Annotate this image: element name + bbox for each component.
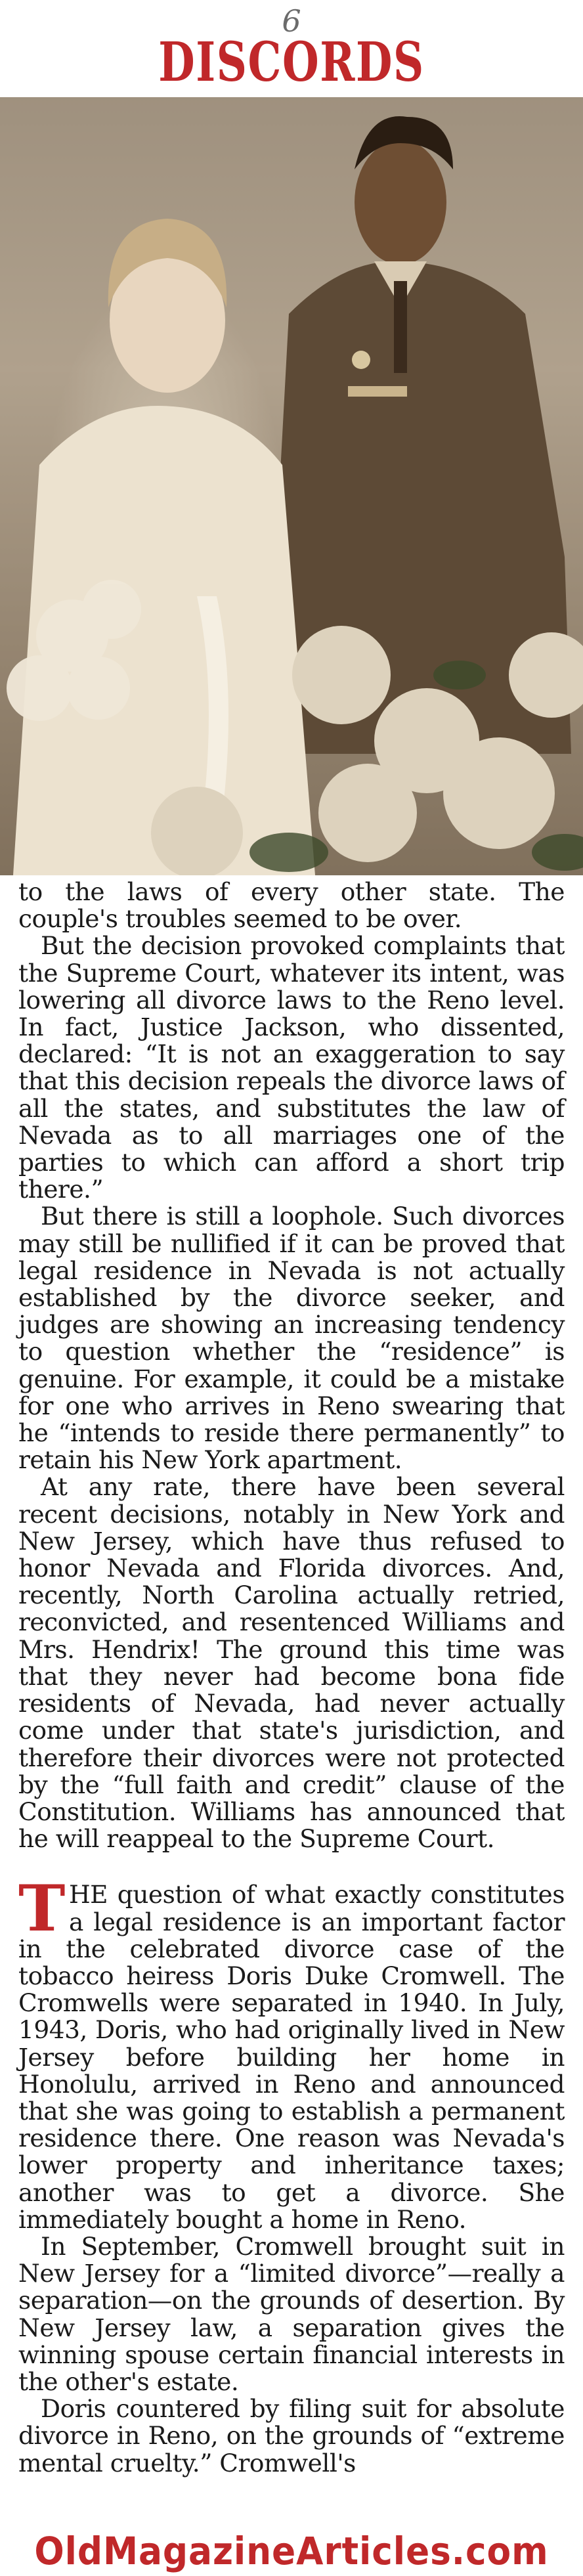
article-paragraph: But the decision provoked complaints that the Supreme Court, whatever its intent, was lowering all divorce laws to the Reno level. In fact, Justice Jackson, who dissented, declared: “It is not an exaggeration to say that this decision repeals the divorce laws of all the states, and substitutes the law of Nevada as to all marriages one of the parties to which can afford a short trip there.”	[18, 931, 565, 1204]
wedding-photo	[0, 97, 583, 875]
section-title: DISCORDS	[158, 31, 425, 94]
dropcap-letter: T	[18, 1871, 65, 1946]
article-paragraph: In September, Cromwell brought suit in New Jersey for a “limited divorce”—really a separation—on the grounds of desertion. By New Jersey law, a separation gives the winning spouse certain financial interests in the other's estate.	[18, 2231, 565, 2396]
article-paragraph: But there is still a loophole. Such divorces may still be nullified if it can be proved that legal residence in Nevada is not actually established by the divorce seeker, and judges are showing an increasing tendency to question whether the “residence” is genuine. For example, it could be a mistake for one who arrives in Reno swearing that he “intends to reside there permanently” to retain his New York apartment.	[18, 1202, 565, 1475]
dropcap-paragraph-text: HE question of what exactly constitutes a legal residence is an important factor in the celebrated divorce case of the tobacco heiress Doris Duke Cromwell. The Cromwells were separated in 1940. In July, 1943, Doris, who had originally lived in New Jersey before building her home in Honolulu, arrived in Reno and announced that she was going to establish a permanent residence there. One reason was Nevada's lower property and inheritance taxes; another was to get a divorce. She immediately bought a home in Reno.	[18, 1880, 565, 2234]
article-paragraph: At any rate, there have been several recent decisions, notably in New York and New Jersey, which have thus refused to honor Nevada and Florida divorces. And, recently, North Carolina actually retried, reconvicted, and resentenced Williams and Mrs. Hendrix! The ground this time was that they never had become bona fide residents of Nevada, had never actually come under that state's jurisdiction, and therefore their divorces were not protected by the “full faith and credit” clause of the Constitution. Williams has announced that he will reappeal to the Supreme Court.	[18, 1472, 565, 1854]
page-number: 6	[282, 3, 301, 39]
article-body	[18, 879, 565, 2477]
article-paragraph: Doris countered by filing suit for absolute divorce in Reno, on the grounds of “extreme mental cruelty.” Cromwell's	[18, 2394, 565, 2478]
article-paragraph-dropcap	[18, 1871, 565, 2234]
section-gap	[18, 1852, 565, 1881]
footer-watermark[interactable]: OldMagazineArticles.com	[34, 2529, 549, 2573]
photo-illustration	[0, 97, 583, 875]
article-paragraph: to the laws of every other state. The couple's troubles seemed to be over.	[18, 877, 565, 934]
